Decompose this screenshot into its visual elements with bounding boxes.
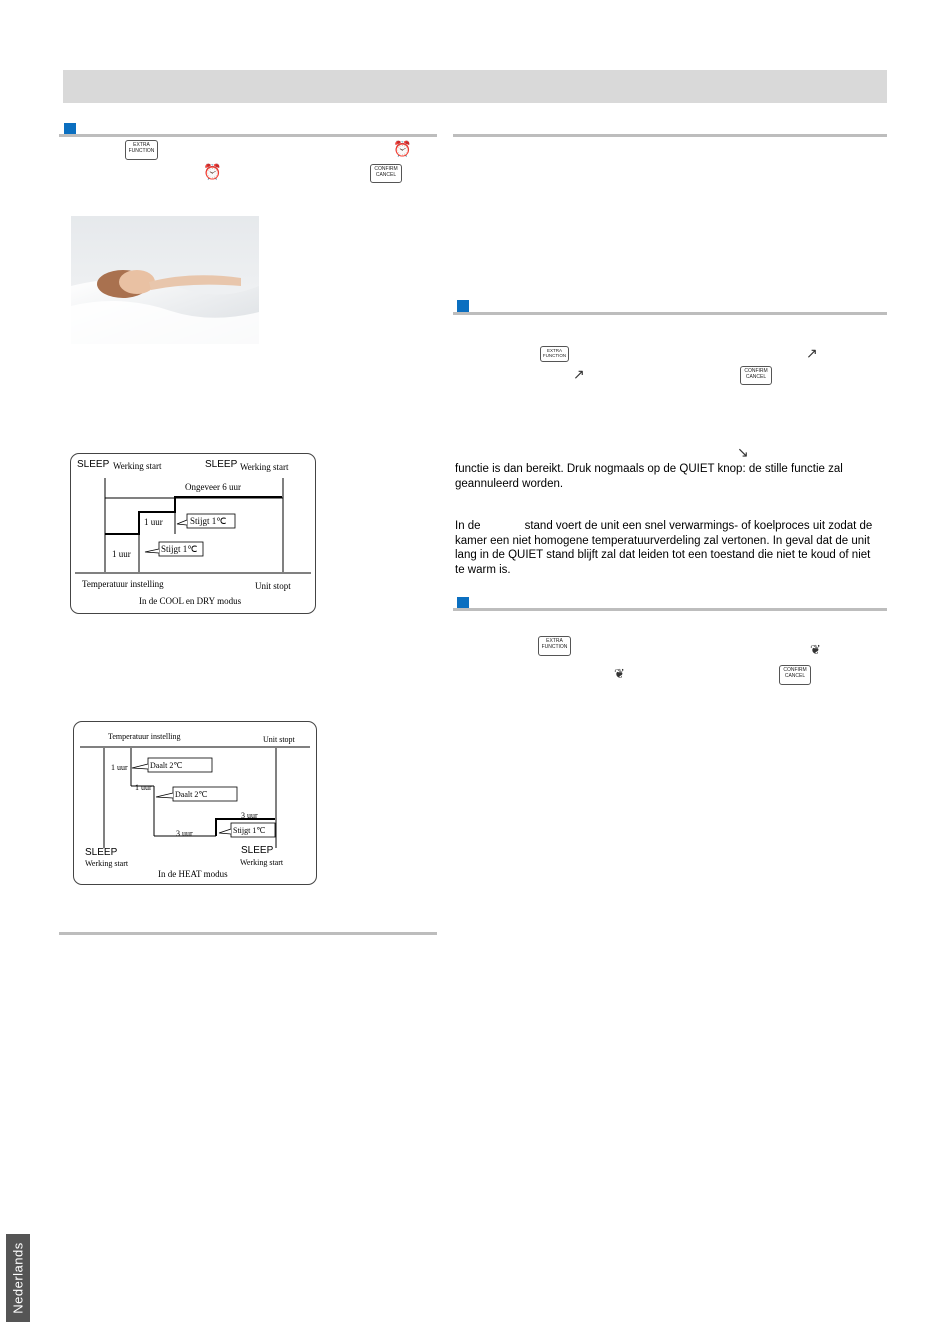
page-header-bar: [63, 70, 887, 103]
chart2-start-left: Werking start: [85, 859, 129, 868]
chart1-approx-label: Ongeveer 6 uur: [185, 482, 241, 492]
extra-function-button: EXTRA FUNCTION: [125, 140, 158, 160]
extra-function-button: EXTRA FUNCTION: [538, 636, 571, 656]
section-rule-eco: [453, 608, 887, 611]
alarm-clock-icon: ⏰: [203, 164, 222, 181]
quiet-mode-icon: ↘: [737, 444, 749, 460]
chart2-drop-b: Daalt 2℃: [175, 790, 208, 799]
chart2-sleep-left: SLEEP: [85, 847, 118, 858]
section-marker-quiet: [457, 300, 469, 312]
chart2-hour-b: 1 uur: [135, 783, 152, 792]
chart1-hour-b: 1 uur: [112, 549, 131, 559]
sleep-cool-dry-diagram: [70, 453, 316, 614]
chart2-hour-d: 3 uur: [176, 829, 193, 838]
chart2-drop-a: Daalt 2℃: [150, 761, 183, 770]
leaf-icon: ❦: [810, 642, 821, 657]
confirm-cancel-button: CONFIRM CANCEL: [779, 665, 811, 685]
chart2-mode-caption: In de HEAT modus: [158, 869, 228, 879]
section-rule-right-top: [453, 134, 887, 137]
chart2-hour-c: 3 uur: [241, 811, 258, 820]
chart1-rise-b: Stijgt 1℃: [161, 544, 198, 554]
quiet-mode-icon: ↗: [573, 366, 585, 382]
chart1-unit-stops: Unit stopt: [255, 581, 291, 591]
quiet-mode-icon: ↗: [806, 345, 818, 361]
quiet-paragraph-1: functie is dan bereikt. Druk nogmaals op de QUIET knop: de stille functie zal geannuleerd worden.: [455, 463, 843, 490]
language-tab: Nederlands: [6, 1234, 30, 1322]
section-rule-sleep: [59, 134, 437, 137]
chart2-hour-a: 1 uur: [111, 763, 128, 772]
chart2-rise: Stijgt 1℃: [233, 826, 266, 835]
sleeping-woman-photo: [71, 216, 259, 344]
leaf-icon: ❦: [614, 666, 625, 681]
quiet-paragraph-2: In de stand voert de unit een snel verwarmings- of koelproces uit zodat de kamer een niet homogene temperatuurverdeling zal vertonen. In geval dat de unit lang in de QUIET stand blijft zal dat leiden tot een toestand die niet te koud of niet te warm is.: [455, 520, 873, 576]
chart1-hour-a: 1 uur: [144, 517, 163, 527]
chart1-sleep-right: SLEEP: [205, 459, 238, 470]
section-rule-quiet: [453, 312, 887, 315]
chart1-mode-caption: In de COOL en DRY modus: [139, 596, 242, 606]
section-rule-bottom-left: [59, 932, 437, 935]
chart2-unit-stops: Unit stopt: [263, 735, 295, 744]
chart1-rise-a: Stijgt 1℃: [190, 516, 227, 526]
confirm-cancel-button: CONFIRM CANCEL: [370, 164, 402, 183]
chart1-start-left: Werking start: [113, 461, 162, 471]
chart2-temp-setting: Temperatuur instelling: [108, 732, 181, 741]
chart1-start-right: Werking start: [240, 462, 289, 472]
sleep-heat-diagram: [73, 721, 317, 885]
confirm-cancel-button: CONFIRM CANCEL: [740, 366, 772, 385]
alarm-clock-icon: ⏰: [393, 141, 412, 158]
chart1-sleep-left: SLEEP: [77, 459, 110, 470]
chart1-temp-setting: Temperatuur instelling: [82, 579, 164, 589]
extra-function-button: EXTRA FUNCTION: [540, 346, 569, 362]
chart2-start-right: Werking start: [240, 858, 284, 867]
chart2-sleep-right: SLEEP: [241, 845, 274, 856]
